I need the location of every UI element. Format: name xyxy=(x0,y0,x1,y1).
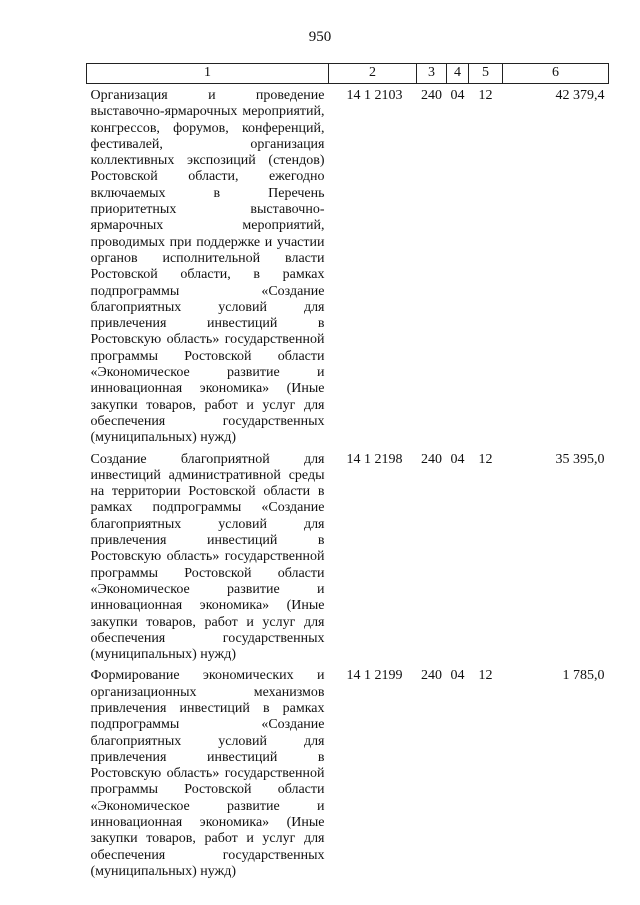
row-code: 14 1 2198 xyxy=(346,451,403,467)
row-col3: 240 xyxy=(421,451,442,467)
row-amount: 35 395,0 xyxy=(555,451,605,467)
row-col5: 12 xyxy=(478,668,493,684)
header-col-3: 3 xyxy=(417,64,447,84)
row-col3: 240 xyxy=(421,668,442,684)
table-row xyxy=(87,668,609,885)
row-col4: 04 xyxy=(450,451,465,467)
table-row xyxy=(87,84,609,452)
row-code: 14 1 2103 xyxy=(346,88,403,103)
header-col-5: 5 xyxy=(469,64,503,84)
row-amount: 1 785,0 xyxy=(562,668,605,684)
row-name: Формирование экономических и организационных механизмов привлечения инвестиций в рамках подпрограммы «Создание благоприятных условий для привлечения инвестиций в Ростовскую область» государственной программы Ростовской области «Экономическое развитие и инновационная экономика» (Иные закупки товаров, работ и услуг для обеспечения государственных (муниципальных) нужд) xyxy=(90,668,325,879)
row-code: 14 1 2199 xyxy=(346,668,403,684)
table-header-row xyxy=(87,64,609,84)
row-col5: 12 xyxy=(478,451,493,467)
row-name: Создание благоприятной для инвестиций административной среды на территории Ростовской области в рамках подпрограммы «Создание благоприятных условий для привлечения инвестиций в Ростовскую область» государственной программы Ростовской области «Экономическое развитие и инновационная экономика» (Иные закупки товаров, работ и услуг для обеспечения государственных (муниципальных) нужд) xyxy=(90,451,325,663)
row-col4: 04 xyxy=(450,88,465,103)
row-col5: 12 xyxy=(478,88,493,103)
row-col4: 04 xyxy=(450,668,465,684)
header-col-6: 6 xyxy=(503,64,609,84)
row-col3: 240 xyxy=(421,88,442,103)
table-row xyxy=(87,452,609,669)
row-amount: 42 379,4 xyxy=(555,88,605,103)
header-col-4: 4 xyxy=(447,64,469,84)
header-col-2: 2 xyxy=(329,64,417,84)
row-name: Организация и проведение выставочно-ярмарочных мероприятий, конгрессов, форумов, конференций, фестивалей, организация коллективных экспозиций (стендов) Ростовской области, ежегодно включаемых в Перечень приоритетных выставочно-ярмарочных мероприятий, проводимых при поддержке и участии органов исполнительной власти Ростовской области, в рамках подпрограммы «Создание благоприятных условий для привлечения инвестиций в Ростовскую область» государственной программы Ростовской области «Экономическое развитие и инновационная экономика» (Иные закупки товаров, работ и услуг для обеспечения государственных (муниципальных) нужд) xyxy=(90,88,325,446)
page-number: 950 xyxy=(308,29,332,45)
header-col-1: 1 xyxy=(87,64,329,84)
budget-table xyxy=(86,63,609,885)
